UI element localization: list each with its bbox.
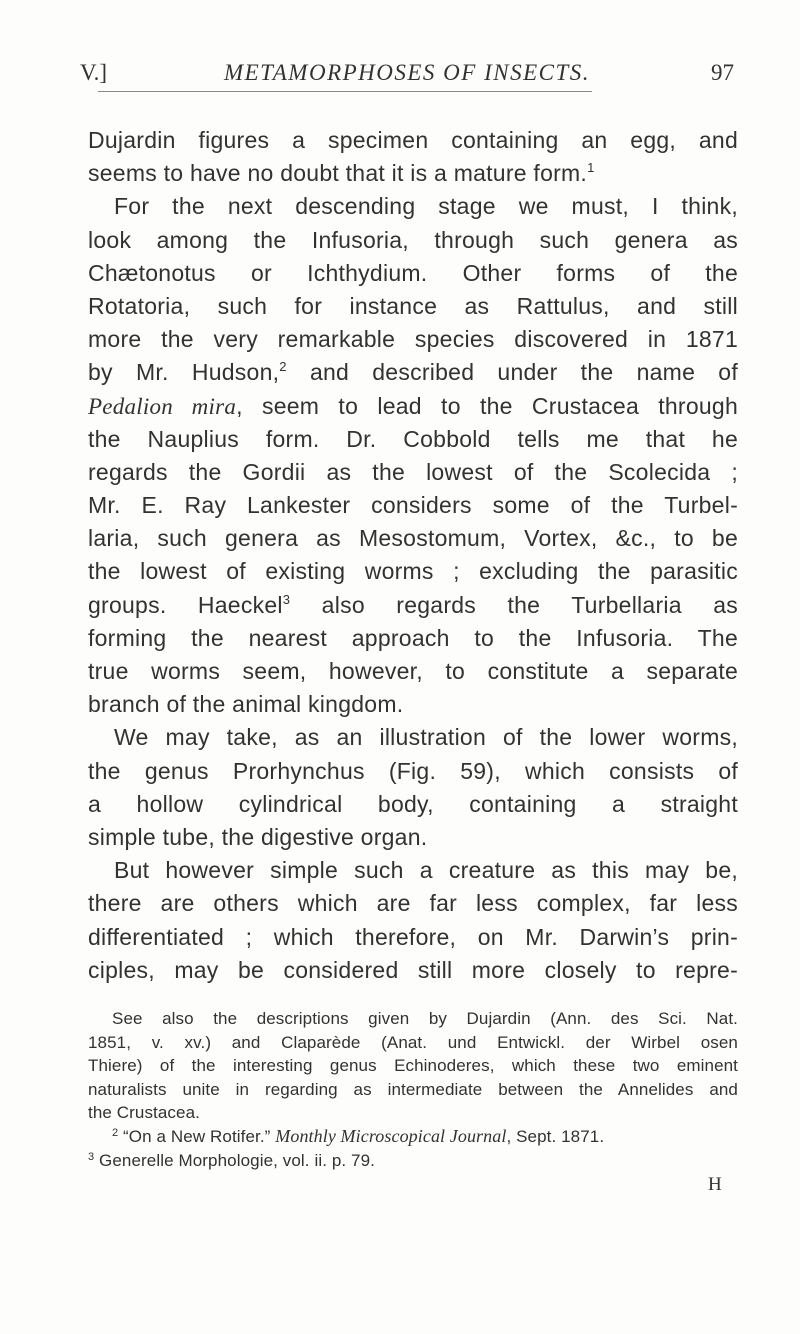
footnote-line: naturalists unite in regarding as intermediate between the Annelides and [88,1079,738,1099]
footnote-marker: 3 [282,591,291,607]
signature-mark: H [708,1174,722,1195]
text-line: ciples, may be considered still more closely to repre- [88,956,738,983]
running-head [80,56,734,90]
text-line: simple tube, the digestive organ. [88,823,428,850]
text-line: the lowest of existing worms ; excluding the parasitic [88,558,738,585]
text-line: the genus Prorhynchus (Fig. 59), which consists of [88,757,738,784]
text-line: groups. Haeckel$^3$ also regards the Turbellaria as [88,591,738,618]
chapter-number: V.] [80,60,108,85]
text-line: Mr. E. Ray Lankester considers some of the Turbel- [88,492,738,519]
body-text [88,124,738,987]
text-line: forming the nearest approach to the Infusoria. The [88,624,738,651]
footnote-line: 1851, v. xv.) and Claparède (Anat. und Entwickl. der Wirbel osen [88,1032,738,1052]
paragraph-start: We may take, as an illustration of the lower worms, [114,724,738,751]
page-number: 97 [711,60,734,85]
footnotes [88,1007,738,1172]
footnote-number: 3 [88,1150,95,1163]
text-line: by Mr. Hudson,$^2$ and described under the name of [88,359,738,386]
text-line: there are others which are far less complex, far less [88,890,738,917]
running-title: METAMORPHOSES OF INSECTS. [223,60,591,85]
text-line: differentiated ; which therefore, on Mr. Darwin’s prin- [88,923,738,950]
text-line: Rotatoria, such for instance as Rattulus, and still [88,292,738,319]
journal-title: Monthly Microscopical Journal [275,1125,507,1146]
species-name: Pedalion mira [88,393,237,419]
text-line: laria, such genera as Mesostomum, Vortex, &c., to be [88,525,738,552]
text-line: more the very remarkable species discovered in 1871 [88,326,738,353]
paragraph-start: For the next descending stage we must, I think, [114,193,738,220]
paragraph-start: But however simple such a creature as this may be, [114,857,738,884]
text-line: regards the Gordii as the lowest of the Scolecida ; [88,458,738,485]
footnote-line: the Crustacea. [88,1103,200,1123]
header-rule [98,91,592,92]
footnote-marker: 1 [587,160,595,176]
text-line: a hollow cylindrical body, containing a straight [88,790,738,817]
footnote-line: Thiere) of the interesting genus Echinoderes, which these two eminent [88,1056,738,1076]
text-line: Chætonotus or Ichthydium. Other forms of the [88,259,738,286]
text-line: seems to have no doubt that it is a mature form.$^1$ [88,160,595,187]
text-line: Pedalion mira, seem to lead to the Crustacea through [88,392,738,419]
text-line: true worms seem, however, to constitute a separate [88,658,738,684]
footnote-marker: 2 [279,359,287,375]
footnote-2: $^2$ “On a New Rotifer.” Monthly Microscopical Journal, Sept. 1871. [112,1125,605,1146]
footnote-1: See also the descriptions given by Dujardin (Ann. des Sci. Nat. [112,1009,738,1028]
text-line: look among the Infusoria, through such genera as [88,226,738,253]
footnote-number: 2 [112,1126,119,1139]
footnote-3: $^3$ Generelle Morphologie, vol. ii. p. 79. [88,1150,375,1170]
text-line: the Nauplius form. Dr. Cobbold tells me that he [88,425,738,452]
text-line: Dujardin figures a specimen containing an egg, and [88,127,738,153]
text-line: branch of the animal kingdom. [88,691,404,718]
